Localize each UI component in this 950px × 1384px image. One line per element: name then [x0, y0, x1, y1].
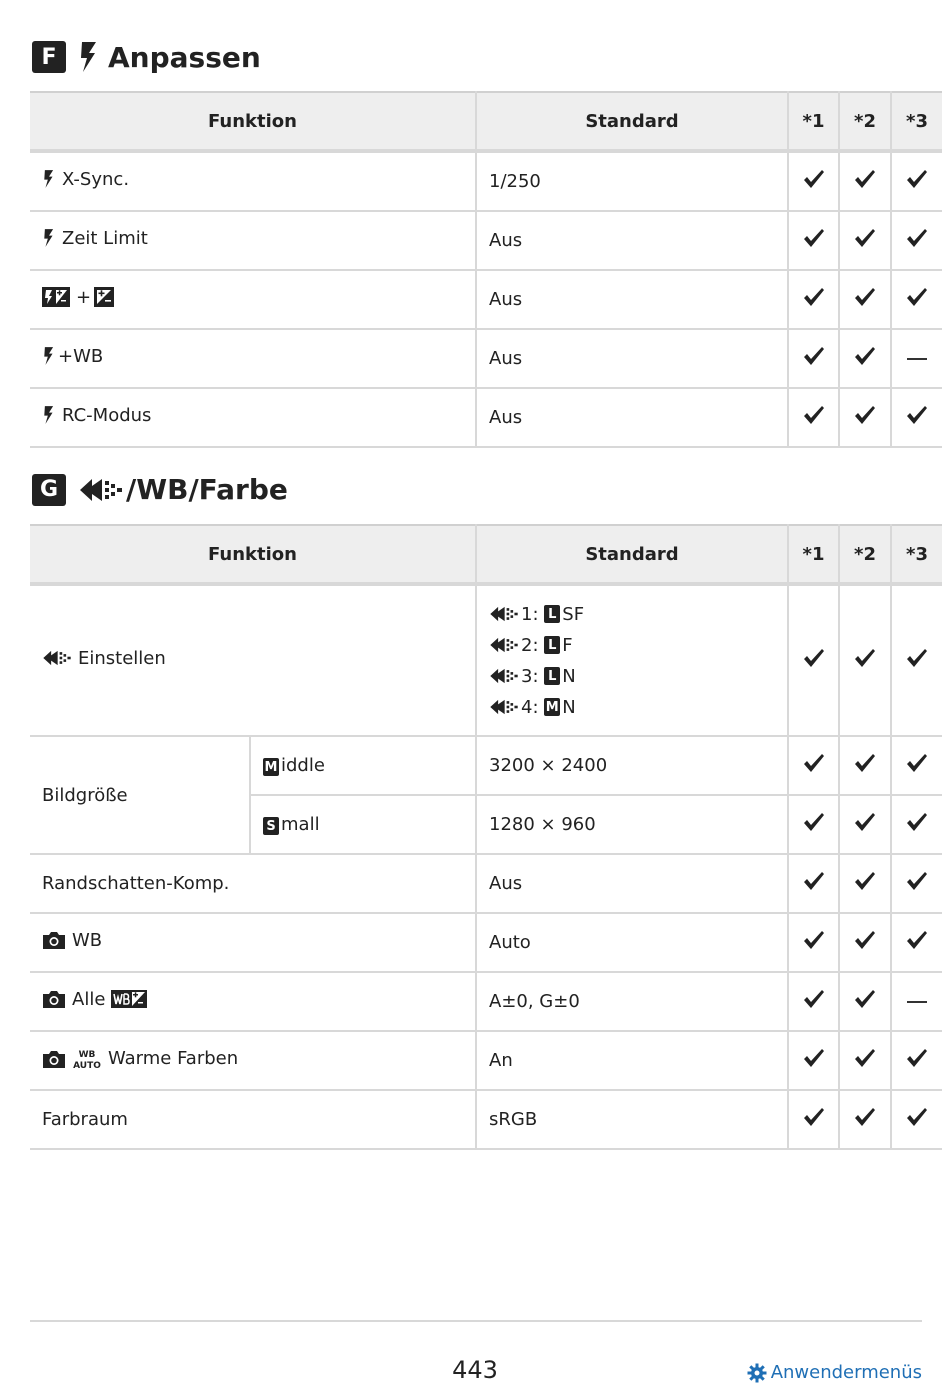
check-icon [854, 405, 876, 425]
table-row [30, 329, 942, 388]
row-label-cell [30, 913, 476, 972]
row-label-cell [30, 211, 476, 270]
mode-num: 1: [521, 603, 539, 625]
mark-c3 [891, 270, 942, 329]
camera-icon [42, 930, 66, 950]
mark-c1 [788, 854, 839, 913]
row-label-cell [30, 270, 476, 329]
drive-mode-icon [42, 648, 72, 668]
mark-c1 [788, 1031, 839, 1090]
table-row [30, 151, 942, 211]
size-badge: L [544, 636, 560, 654]
row-label: Einstellen [78, 647, 166, 669]
row-label: X-Sync. [62, 168, 130, 190]
table-row [30, 913, 942, 972]
table-row [30, 854, 942, 913]
row-standard-modes [476, 584, 788, 736]
table-row [30, 584, 942, 736]
check-icon [854, 871, 876, 891]
mark-c2 [839, 329, 891, 388]
row-standard: Auto [476, 913, 788, 972]
camera-icon [42, 989, 66, 1009]
exposure-comp-icon [94, 287, 114, 307]
mode-line [489, 692, 787, 723]
dash-mark [907, 358, 927, 360]
row-label-cell [30, 151, 476, 211]
mark-c1 [788, 736, 839, 795]
section-g-title: /WB/Farbe [126, 473, 288, 506]
check-icon [854, 228, 876, 248]
mark-c3 [891, 584, 942, 736]
svg-text:AUTO: AUTO [73, 1060, 101, 1070]
row-standard: 1280 × 960 [476, 795, 788, 854]
mark-c2 [839, 913, 891, 972]
section-g-heading [32, 473, 288, 506]
mark-c3 [891, 972, 942, 1031]
mark-c3 [891, 913, 942, 972]
check-icon [906, 405, 928, 425]
sub-label-cell [250, 736, 476, 795]
check-icon [854, 989, 876, 1009]
row-standard: 1/250 [476, 151, 788, 211]
mode-num: 4: [521, 696, 539, 718]
check-icon [906, 1107, 928, 1127]
check-icon [803, 405, 825, 425]
row-label: Zeit Limit [62, 227, 148, 249]
header-funktion: Funktion [30, 525, 476, 584]
mark-c2 [839, 854, 891, 913]
row-label-cell [30, 972, 476, 1031]
check-icon [803, 228, 825, 248]
flash-icon [42, 346, 56, 366]
check-icon [803, 169, 825, 189]
check-icon [854, 346, 876, 366]
table-row [30, 388, 942, 447]
check-icon [906, 871, 928, 891]
header-c1: *1 [788, 92, 839, 151]
table-anpassen [30, 91, 942, 448]
flash-icon [78, 40, 100, 74]
row-standard: sRGB [476, 1090, 788, 1149]
row-standard: Aus [476, 270, 788, 329]
size-badge: M [545, 699, 559, 715]
row-standard: Aus [476, 388, 788, 447]
header-c1: *1 [788, 525, 839, 584]
check-icon [906, 753, 928, 773]
sub-label: iddle [281, 754, 325, 776]
row-label-cell [30, 388, 476, 447]
row-label: WB [72, 929, 103, 951]
mark-c3 [891, 151, 942, 211]
flash-icon [42, 169, 56, 189]
mark-c1 [788, 913, 839, 972]
drive-mode-icon [489, 666, 519, 686]
table-row [30, 1031, 942, 1090]
check-icon [803, 989, 825, 1009]
header-standard: Standard [476, 525, 788, 584]
section-g-title-wrap [78, 473, 288, 506]
mark-c2 [839, 795, 891, 854]
row-standard: 3200 × 2400 [476, 736, 788, 795]
drive-mode-icon [489, 697, 519, 717]
drive-mode-icon [489, 635, 519, 655]
drive-mode-icon [489, 604, 519, 624]
size-badge: M [264, 759, 278, 775]
check-icon [906, 228, 928, 248]
check-icon [906, 930, 928, 950]
mark-c3 [891, 388, 942, 447]
mark-c2 [839, 584, 891, 736]
row-standard: Aus [476, 329, 788, 388]
mark-c3 [891, 211, 942, 270]
row-label-cell [30, 1031, 476, 1090]
mark-c2 [839, 972, 891, 1031]
row-label: Randschatten-Komp. [30, 854, 476, 913]
header-c3: *3 [891, 92, 942, 151]
mode-line [489, 661, 787, 692]
section-f-title: Anpassen [108, 40, 261, 74]
check-icon [854, 1048, 876, 1068]
check-icon [803, 1048, 825, 1068]
section-g-badge: G [32, 474, 66, 506]
header-standard: Standard [476, 92, 788, 151]
check-icon [854, 812, 876, 832]
wb-auto-icon [72, 1048, 102, 1070]
check-icon [854, 287, 876, 307]
mark-c3 [891, 736, 942, 795]
size-badge: L [544, 667, 560, 685]
mark-c2 [839, 270, 891, 329]
sub-label: mall [281, 813, 320, 835]
check-icon [854, 169, 876, 189]
mark-c1 [788, 584, 839, 736]
check-icon [803, 287, 825, 307]
check-icon [803, 1107, 825, 1127]
mark-c1 [788, 211, 839, 270]
svg-text:WB: WB [78, 1049, 96, 1060]
header-c2: *2 [839, 525, 891, 584]
mark-c2 [839, 388, 891, 447]
mode-quality: F [562, 634, 573, 656]
row-label: Warme Farben [108, 1048, 239, 1069]
check-icon [803, 648, 825, 668]
mark-c1 [788, 972, 839, 1031]
footer-link[interactable] [747, 1362, 922, 1383]
check-icon [803, 871, 825, 891]
mode-quality: N [562, 665, 576, 687]
header-c2: *2 [839, 92, 891, 151]
check-icon [906, 648, 928, 668]
row-standard: Aus [476, 211, 788, 270]
check-icon [854, 753, 876, 773]
check-icon [906, 169, 928, 189]
row-label: Farbraum [30, 1090, 476, 1149]
mark-c3 [891, 1090, 942, 1149]
section-f-badge: F [32, 41, 66, 73]
bildgroesse-label: Bildgröße [30, 736, 250, 854]
footer-link-label[interactable]: Anwendermenüs [770, 1362, 922, 1383]
table-row [30, 211, 942, 270]
dash-mark [907, 1001, 927, 1003]
table-row [30, 270, 942, 329]
check-icon [906, 1048, 928, 1068]
check-icon [803, 930, 825, 950]
mark-c2 [839, 1031, 891, 1090]
check-icon [906, 287, 928, 307]
check-icon [803, 753, 825, 773]
mark-c1 [788, 270, 839, 329]
table-header-row [30, 92, 942, 151]
mark-c1 [788, 795, 839, 854]
check-icon [803, 812, 825, 832]
mode-quality: SF [562, 603, 585, 625]
sub-label-cell [250, 795, 476, 854]
table-row [30, 736, 942, 795]
mark-c1 [788, 388, 839, 447]
mode-num: 2: [521, 634, 539, 656]
header-funktion: Funktion [30, 92, 476, 151]
table-row [30, 972, 942, 1031]
row-standard: Aus [476, 854, 788, 913]
section-f-title-wrap [78, 40, 261, 74]
section-f-heading [32, 40, 261, 74]
mark-c2 [839, 151, 891, 211]
drive-mode-icon [78, 475, 124, 505]
wb-comp-icon [111, 990, 147, 1008]
mode-line [489, 630, 787, 661]
mark-c2 [839, 211, 891, 270]
gear-icon [747, 1363, 767, 1383]
row-label: RC-Modus [62, 404, 152, 426]
row-label: +WB [58, 345, 104, 367]
mark-c1 [788, 1090, 839, 1149]
mark-c3 [891, 854, 942, 913]
mark-c3 [891, 795, 942, 854]
mark-c1 [788, 329, 839, 388]
check-icon [803, 346, 825, 366]
flash-icon [42, 405, 56, 425]
page-number: 443 [452, 1356, 498, 1384]
row-label-cell [30, 329, 476, 388]
row-standard: A±0, G±0 [476, 972, 788, 1031]
table-row [30, 1090, 942, 1149]
check-icon [906, 812, 928, 832]
row-standard: An [476, 1031, 788, 1090]
flash-exposure-comp-icon [42, 287, 70, 307]
check-icon [854, 648, 876, 668]
size-badge: S [263, 817, 279, 835]
row-label: + [76, 286, 92, 308]
size-badge: L [544, 605, 560, 623]
row-label-cell [30, 584, 476, 736]
mode-quality: N [562, 696, 576, 718]
check-icon [854, 1107, 876, 1127]
table-header-row [30, 525, 942, 584]
mode-num: 3: [521, 665, 539, 687]
check-icon [854, 930, 876, 950]
mode-line [489, 599, 787, 630]
footer-divider [30, 1320, 922, 1322]
table-wb-farbe [30, 524, 942, 1150]
row-label: Alle [72, 988, 106, 1010]
mark-c3 [891, 329, 942, 388]
camera-icon [42, 1049, 66, 1069]
mark-c2 [839, 1090, 891, 1149]
flash-icon [42, 228, 56, 248]
mark-c1 [788, 151, 839, 211]
mark-c3 [891, 1031, 942, 1090]
header-c3: *3 [891, 525, 942, 584]
mark-c2 [839, 736, 891, 795]
